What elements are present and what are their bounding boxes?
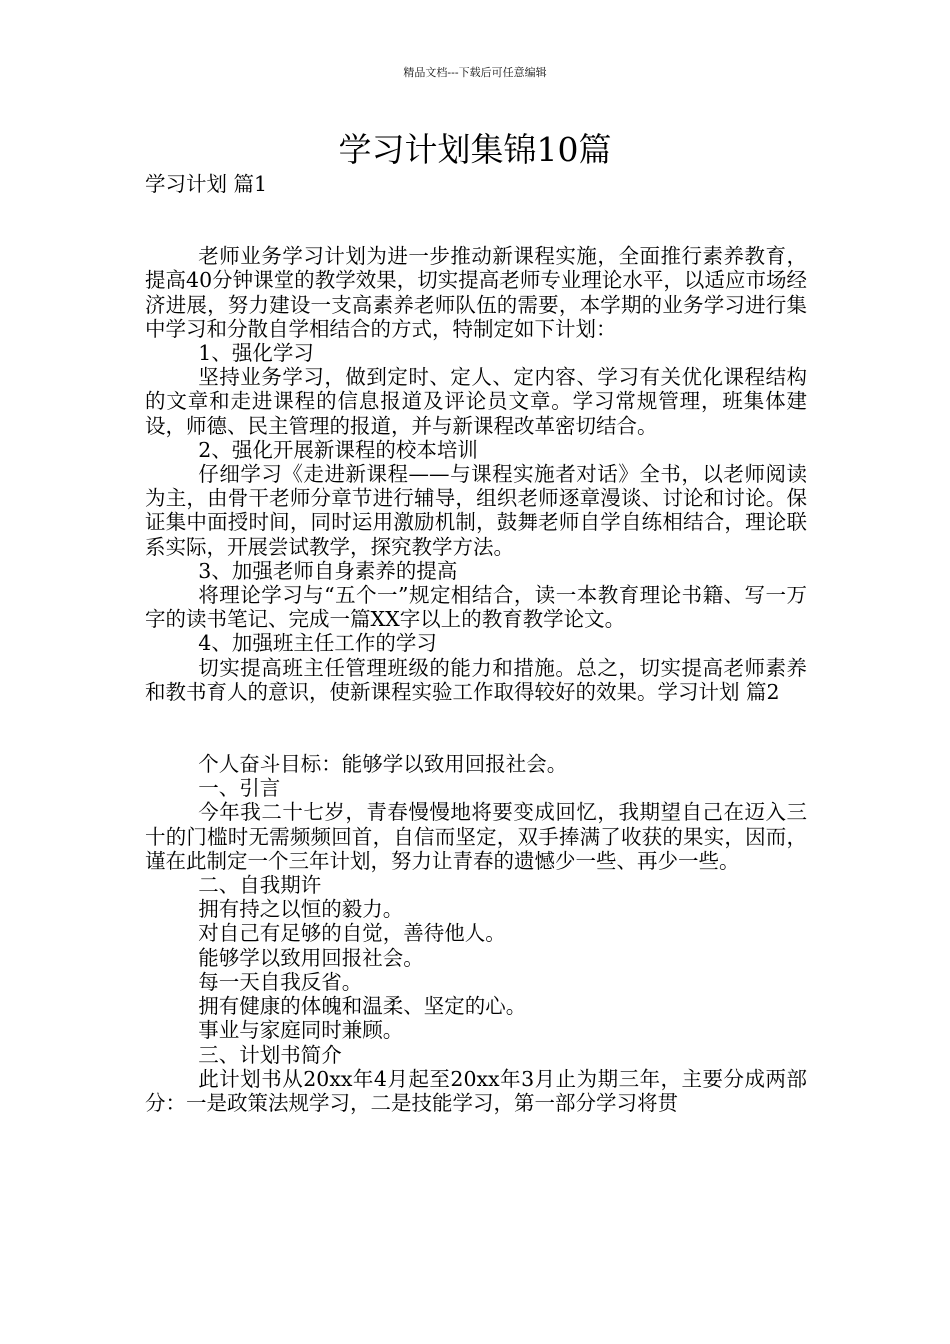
- header-note: 精品文档---下载后可任意编辑: [403, 66, 547, 79]
- spacer: [145, 196, 807, 244]
- spacer: [145, 704, 807, 752]
- item-heading: 2、强化开展新课程的校本培训: [198, 437, 478, 462]
- item-body: 切实提高班主任管理班级的能力和措施。总之，切实提高老师素养和教书育人的意识，使新课程实验工作取得较好的效果。学习计划 篇2: [145, 655, 807, 704]
- section-1-label: 学习计划 篇1: [145, 172, 268, 196]
- section-2-intro-heading: 一、引言: [198, 776, 281, 801]
- item-heading: 3、加强老师自身素养的提高: [198, 558, 458, 583]
- expect-item: 能够学以致用回报社会。: [198, 945, 424, 970]
- expect-item: 每一天自我反省。: [198, 969, 363, 994]
- expect-item: 对自己有足够的自觉，善待他人。: [198, 921, 506, 946]
- expect-item: 拥有持之以恒的毅力。: [198, 897, 404, 922]
- expect-item: 事业与家庭同时兼顾。: [198, 1018, 404, 1043]
- document-title: 学习计划集锦10篇: [338, 130, 612, 169]
- section-2-plan-body: 此计划书从20xx年4月起至20xx年3月止为期三年，主要分成两部分：一是政策法规学习，二是技能学习，第一部分学习将贯: [145, 1066, 807, 1115]
- item-body: 坚持业务学习，做到定时、定人、定内容、学习有关优化课程结构的文章和走进课程的信息报道及评论员文章。学习常规管理，班集体建设，师德、民主管理的报道，并与新课程改革密切结合。: [145, 365, 807, 438]
- item-body: 将理论学习与“五个一”规定相结合，读一本教育理论书籍、写一万字的读书笔记、完成一篇XX字以上的教育教学论文。: [145, 583, 807, 632]
- document-body: [145, 172, 807, 1115]
- expect-item: 拥有健康的体魄和温柔、坚定的心。: [198, 994, 527, 1019]
- section-2-expect-heading: 二、自我期许: [198, 873, 322, 898]
- section-2-intro-body: 今年我二十七岁，青春慢慢地将要变成回忆，我期望自己在迈入三十的门槛时无需频频回首，自信而坚定，双手捧满了收获的果实，因而，谨在此制定一个三年计划，努力让青春的遗憾少一些、再少一些。: [145, 800, 807, 873]
- section-2-plan-heading: 三、计划书简介: [198, 1042, 342, 1067]
- section-1-intro: 老师业务学习计划为进一步推动新课程实施，全面推行素养教育，提高40分钟课堂的教学效果，切实提高老师专业理论水平，以适应市场经济进展，努力建设一支高素养老师队伍的需要，本学期的业务学习进行集中学习和分散自学相结合的方式，特制定如下计划：: [145, 244, 807, 341]
- section-2-goal: 个人奋斗目标：能够学以致用回报社会。: [198, 752, 568, 777]
- item-heading: 4、加强班主任工作的学习: [198, 631, 437, 656]
- item-heading: 1、强化学习: [198, 341, 314, 366]
- item-body: 仔细学习《走进新课程——与课程实施者对话》全书，以老师阅读为主，由骨干老师分章节进行辅导，组织老师逐章漫谈、讨论和讨论。保证集中面授时间，同时运用激励机制，鼓舞老师自学自练相结合，理论联系实际，开展尝试教学，探究教学方法。: [145, 462, 807, 559]
